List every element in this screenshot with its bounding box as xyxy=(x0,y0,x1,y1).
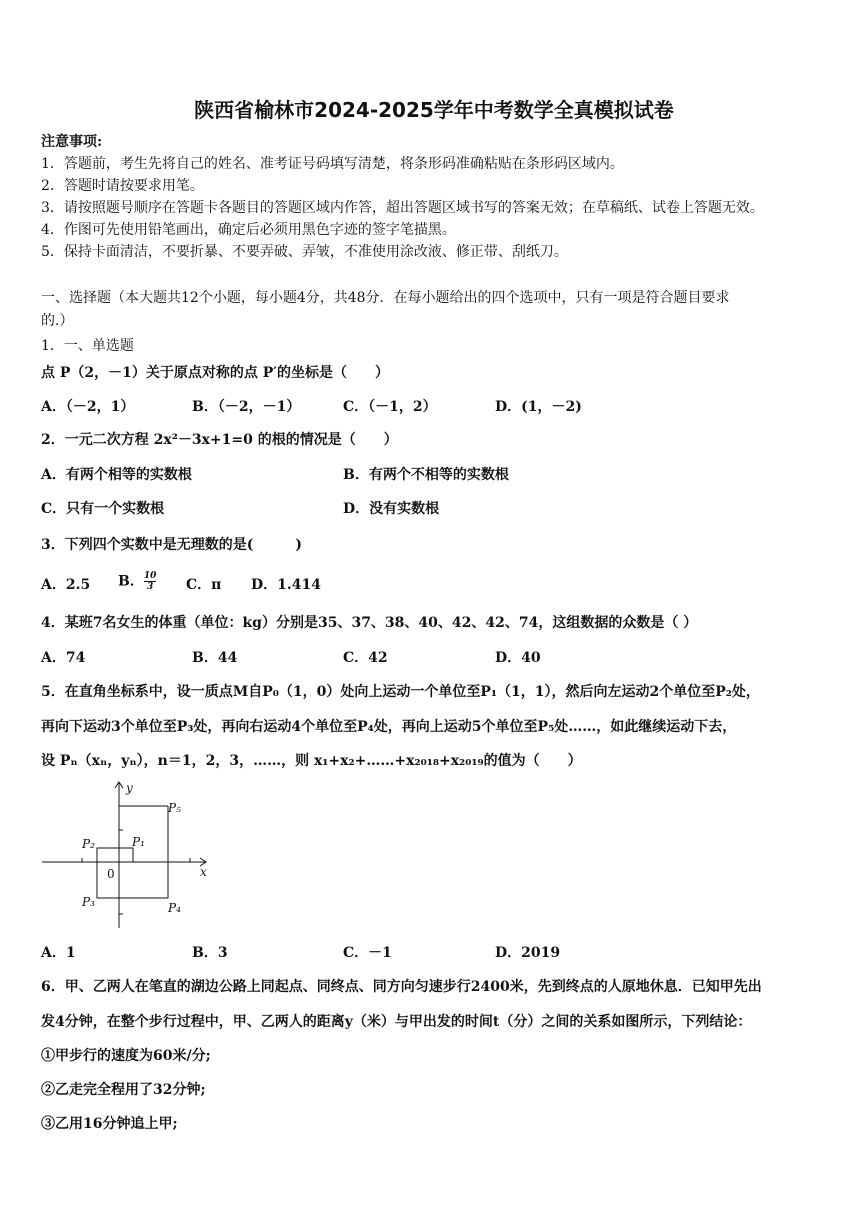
q2-option-b: B．有两个不相等的实数根 xyxy=(343,467,509,483)
q1-option-c: C．（－1，2） xyxy=(343,399,437,415)
p4-label: P₄ xyxy=(168,901,181,915)
origin-label: 0 xyxy=(107,867,115,881)
q2-option-c: C．只有一个实数根 xyxy=(41,501,165,517)
p3-label: P₃ xyxy=(82,895,95,909)
q3-option-d: D．1.414 xyxy=(251,577,321,593)
q4-option-c: C．42 xyxy=(343,650,388,666)
q6-conclusion-3: ③乙用16分钟追上甲; xyxy=(41,1116,178,1132)
q4-stem: 4．某班7名女生的体重（单位：kg）分别是35、37、38、40、42、42、74，这组数据的众数是（ ） xyxy=(41,615,698,631)
fraction-numerator: 10 xyxy=(143,571,157,581)
q1-stem: 点 P（2，－1）关于原点对称的点 P′的坐标是（ ） xyxy=(41,365,389,381)
note-item: 5．保持卡面清洁，不要折暴、不要弄破、弄皱，不准使用涂改液、修正带、刮纸刀。 xyxy=(41,244,568,260)
q1-option-d: D．(1，－2) xyxy=(495,399,582,415)
q3-option-c: C．π xyxy=(186,577,222,593)
q3-option-b-letter: B． xyxy=(118,573,144,590)
q1-label: 1．一、单选题 xyxy=(41,338,134,354)
spiral-path xyxy=(97,806,168,898)
note-item: 1．答题前，考生先将自己的姓名、准考证号码填写清楚，将条形码准确粘贴在条形码区域内。 xyxy=(41,156,624,172)
fraction-denominator: 3 xyxy=(146,582,154,592)
q4-option-a: A．74 xyxy=(41,650,86,666)
q2-stem: 2．一元二次方程 2x²－3x+1=0 的根的情况是（ ） xyxy=(41,432,398,448)
notes-heading: 注意事项: xyxy=(41,134,103,150)
q5-stem-line2: 再向下运动3个单位至P₃处，再向右运动4个单位至P₄处，再向上运动5个单位至P₅处……，如此继续运动下去， xyxy=(41,719,737,735)
p2-label: P₂ xyxy=(82,837,95,851)
note-item: 4．作图可先使用铅笔画出，确定后必须用黑色字迹的签字笔描黑。 xyxy=(41,222,456,238)
q2-option-d: D．没有实数根 xyxy=(343,501,440,517)
q3-stem: 3．下列四个实数中是无理数的是( ) xyxy=(41,537,302,553)
q5-coordinate-figure xyxy=(40,778,212,932)
q5-stem-line1: 5．在直角坐标系中，设一质点M自P₀（1，0）处向上运动一个单位至P₁（1，1），然后向左运动2个单位至P₂处， xyxy=(41,684,760,700)
p5-label: P₅ xyxy=(168,801,181,815)
fraction xyxy=(144,571,157,592)
note-item: 2．答题时请按要求用笔。 xyxy=(41,178,204,194)
q6-stem-line1: 6．甲、乙两人在笔直的湖边公路上同起点、同终点、同方向匀速步行2400米，先到终点的人原地休息．已知甲先出 xyxy=(41,979,762,995)
q4-option-b: B．44 xyxy=(192,650,238,666)
p1-label: P₁ xyxy=(132,835,145,849)
y-axis-label: y xyxy=(126,781,133,795)
note-item: 3．请按照题号顺序在答题卡各题目的答题区域内作答，超出答题区域书写的答案无效；在草稿纸、试卷上答题无效。 xyxy=(41,200,764,216)
q6-stem-line2: 发4分钟，在整个步行过程中，甲、乙两人的距离y（米）与甲出发的时间t（分）之间的关系如图所示，下列结论： xyxy=(41,1014,752,1030)
q3-option-b xyxy=(118,571,156,592)
q5-option-a: A．1 xyxy=(41,945,76,961)
q6-conclusion-2: ②乙走完全程用了32分钟; xyxy=(41,1082,206,1098)
q2-option-a: A．有两个相等的实数根 xyxy=(41,467,192,483)
q4-option-d: D．40 xyxy=(495,650,541,666)
x-axis-label: x xyxy=(200,865,207,879)
q5-option-d: D．2019 xyxy=(495,945,561,961)
q3-option-a: A．2.5 xyxy=(41,577,91,593)
section-heading-cont: 的.） xyxy=(41,313,74,329)
q5-option-b: B．3 xyxy=(192,945,228,961)
q6-conclusion-1: ①甲步行的速度为60米/分; xyxy=(41,1048,211,1064)
q5-option-c: C．－1 xyxy=(343,945,392,961)
q1-option-b: B．（－2，－1） xyxy=(192,399,301,415)
q5-stem-line3: 设 Pₙ（xₙ，yₙ），n＝1，2，3，……，则 x₁+x₂+……+x₂₀₁₈+x₂₀₁₉的值为（ ） xyxy=(41,753,582,769)
section-heading: 一、选择题（本大题共12个小题，每小题4分，共48分．在每小题给出的四个选项中，只有一项是符合题目要求 xyxy=(41,290,730,306)
page-title: 陕西省榆林市2024-2025学年中考数学全真模拟试卷 xyxy=(194,98,674,122)
q1-option-a: A．（－2，1） xyxy=(41,399,135,415)
